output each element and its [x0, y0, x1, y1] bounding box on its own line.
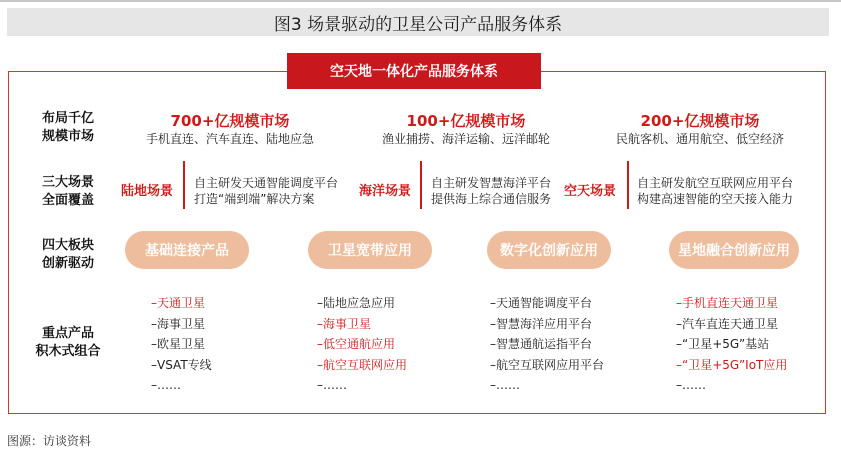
market-sub-land: 手机直连、汽车直连、陆地应急: [145, 132, 314, 146]
scene-divider: [420, 161, 422, 209]
product-item: –欧星卫星: [151, 337, 206, 351]
product-item: –低空通航应用: [317, 337, 396, 351]
market-sub-sea: 渔业捕捞、海洋运输、远洋邮轮: [381, 132, 550, 146]
product-list-satellite-broadband: [317, 293, 407, 396]
top-rule: [0, 0, 841, 2]
product-item: –海事卫星: [317, 316, 372, 331]
product-item: –……: [676, 378, 706, 392]
scene-desc-sea: [431, 175, 551, 207]
product-item: –航空互联网应用: [317, 357, 408, 372]
row-label-segments: [30, 237, 106, 273]
scene-desc-line: 自主研发天通智能调度平台: [194, 176, 339, 190]
source-note: 图源：访谈资料: [7, 434, 92, 448]
scene-desc-land: [194, 175, 338, 207]
product-item: –智慧海洋应用平台: [490, 316, 593, 331]
market-title-sea: 100+亿规模市场: [406, 112, 526, 130]
product-list-digital-innovation: [490, 293, 604, 396]
segment-pill-satellite-broadband: 卫星宽带应用: [308, 231, 432, 269]
product-item: –汽车直连天通卫星: [676, 316, 779, 331]
row-label-scenes: [30, 174, 106, 210]
scene-desc-line: 自主研发智慧海洋平台: [431, 176, 552, 190]
product-item: –“卫星+5G”IoT应用: [676, 357, 788, 372]
banner: 空天地一体化产品服务体系: [287, 53, 541, 89]
scene-label-air: 空天场景: [564, 184, 617, 199]
product-list-sat-ground-fusion: [676, 293, 787, 396]
scene-desc-line: 提供海上综合通信服务: [431, 192, 552, 206]
row-label-markets: [30, 110, 106, 146]
scene-desc-line: 自主研发航空互联网应用平台: [637, 176, 794, 190]
scene-label-land: 陆地场景: [121, 184, 174, 199]
row-label-products: [30, 325, 106, 361]
product-item: –航空互联网应用平台: [490, 357, 605, 372]
product-item: –天通卫星: [151, 296, 206, 310]
scene-divider: [183, 161, 185, 209]
product-item: –海事卫星: [151, 316, 206, 331]
row-label-line: 重点产品: [41, 326, 94, 341]
scene-desc-line: 打造“端到端”解决方案: [194, 192, 315, 206]
row-label-line: 创新驱动: [41, 256, 94, 271]
segment-pill-digital-innovation: 数字化创新应用: [487, 231, 611, 269]
scene-desc-air: [637, 175, 793, 207]
product-item: –天通智能调度平台: [490, 296, 593, 310]
row-label-line: 积木式组合: [35, 344, 101, 359]
market-title-land: 700+亿规模市场: [170, 112, 290, 130]
product-item: –……: [151, 378, 181, 392]
row-label-line: 全面覆盖: [41, 193, 94, 208]
product-item: –VSAT专线: [151, 357, 212, 372]
product-item: –智慧通航运指平台: [490, 337, 593, 351]
product-item: –……: [490, 378, 520, 392]
segment-pill-sat-ground-fusion: 星地融合创新应用: [669, 231, 799, 269]
product-item: –陆地应急应用: [317, 296, 396, 310]
figure-title: 图3 场景驱动的卫星公司产品服务体系: [273, 14, 563, 35]
product-item: –……: [317, 378, 347, 392]
scene-label-sea: 海洋场景: [359, 184, 412, 199]
market-sub-air: 民航客机、通用航空、低空经济: [615, 132, 784, 146]
product-item: –“卫星+5G”基站: [676, 337, 770, 351]
scene-divider: [627, 161, 629, 209]
segment-pill-basic-connectivity: 基础连接产品: [125, 231, 249, 269]
product-item: –手机直连天通卫星: [676, 296, 779, 310]
figure-title-bar: [7, 8, 829, 36]
row-label-line: 三大场景: [41, 175, 94, 190]
scene-desc-line: 构建高速智能的空天接入能力: [637, 192, 794, 206]
row-label-line: 规模市场: [41, 129, 94, 144]
market-title-air: 200+亿规模市场: [640, 112, 760, 130]
product-list-basic-connectivity: [151, 293, 212, 396]
row-label-line: 布局千亿: [41, 111, 94, 126]
row-label-line: 四大板块: [41, 238, 94, 253]
